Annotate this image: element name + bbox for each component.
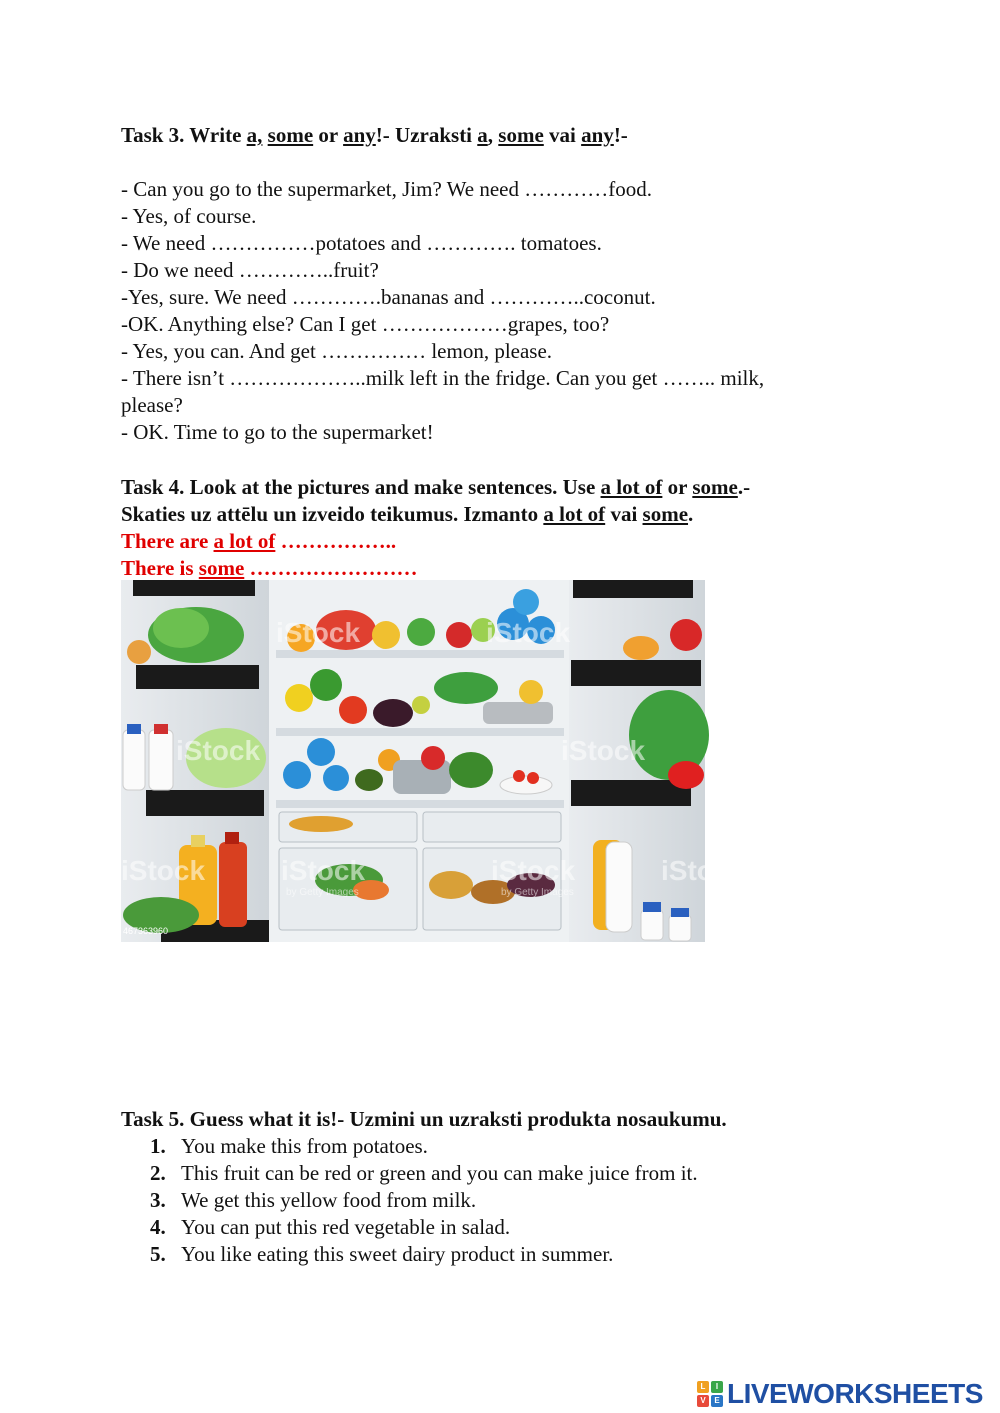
watermark-subtext: by Getty Images [286,887,359,898]
dialogue-line: -OK. Anything else? Can I get ………………grapes, too? [121,312,610,336]
dialogue-line: - OK. Time to go to the supermarket! [121,420,434,444]
dialogue-line: -Yes, sure. We need ………….bananas and …………..coconut. [121,285,656,309]
task5-list [150,1133,698,1268]
watermark-text: iStock [281,855,366,886]
logo-grid-icon [697,1381,723,1407]
example-sentence-2: There is some …………………… [121,556,418,580]
list-item: 1. You make this from potatoes. [150,1134,428,1158]
image-id: 467363960 [123,926,169,936]
watermark-text: iStock [121,855,206,886]
logo-text: LIVEWORKSHEETS [727,1378,983,1409]
dialogue-line: - Do we need …………..fruit? [121,258,379,282]
watermark-text: iStock [486,617,571,648]
list-item: 4. You can put this red vegetable in salad. [150,1215,511,1239]
watermark-subtext: by Getty Images [501,887,574,898]
task5-heading: Task 5. Guess what it is!- Uzmini un uzraksti produkta nosaukumu. [121,1107,727,1131]
dialogue-line: - There isn’t ………………..milk left in the fridge. Can you get …….. milk, [121,366,765,390]
liveworksheets-logo [697,1377,983,1411]
example-sentence-1: There are a lot of …………….. [121,529,397,553]
dialogue-line: - We need ……………potatoes and …………. tomatoes. [121,231,602,255]
fridge-photo [121,580,746,942]
task3-heading: Task 3. Write a, some or any!- Uzraksti a, some vai any!- [121,123,628,147]
watermark-text: iStock [561,735,646,766]
dialogue-line: - Can you go to the supermarket, Jim? We need …………food. [121,177,652,201]
logo-letter-l: L [697,1381,709,1393]
list-item: 5. You like eating this sweet dairy product in summer. [150,1242,614,1266]
dialogue-line: - Yes, you can. And get …………… lemon, please. [121,339,553,363]
dialogue-line: please? [121,393,183,417]
task4-heading-line1: Task 4. Look at the pictures and make sentences. Use a lot of or some.- [121,475,751,499]
watermark-text: iStock [661,855,746,886]
list-item: 2. This fruit can be red or green and you can make juice from it. [150,1161,698,1185]
task4-heading-line2: Skaties uz attēlu un izveido teikumus. Izmanto a lot of vai some. [121,502,694,526]
watermark-text: iStock [276,617,361,648]
dialogue-line: - Yes, of course. [121,204,257,228]
watermark-text: iStock [491,855,576,886]
logo-letter-i: I [711,1381,723,1393]
watermark-text: iStock [176,735,261,766]
logo-letter-v: V [697,1395,709,1407]
logo-letter-e: E [711,1395,723,1407]
list-item: 3. We get this yellow food from milk. [150,1188,477,1212]
